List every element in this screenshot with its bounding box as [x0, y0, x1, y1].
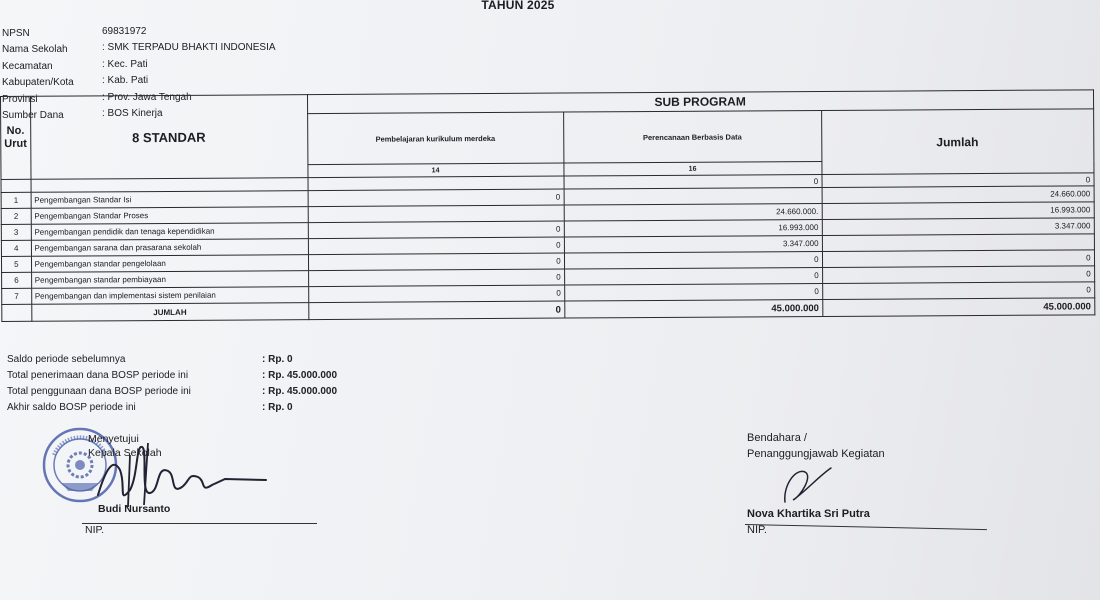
empty-cell — [1, 179, 31, 192]
treasurer-role: Penanggungjawab Kegiatan — [747, 448, 885, 460]
value-cell — [308, 205, 564, 223]
summary-value: : Rp. 0 — [262, 354, 293, 365]
value-cell: 0 — [564, 174, 822, 189]
info-label: NPSN — [2, 28, 30, 39]
value-cell: 0 — [564, 251, 822, 269]
info-label: Sumber Dana — [2, 109, 64, 121]
header-8-standar: 8 STANDAR — [30, 95, 308, 180]
budget-table-wrap — [0, 89, 1100, 346]
value-cell: 24.660.000. — [564, 203, 822, 221]
row-number: 4 — [1, 240, 31, 256]
signature-line — [745, 524, 987, 530]
value-cell: 0 — [564, 283, 822, 301]
header-sub-program: SUB PROGRAM — [307, 90, 1093, 114]
value-cell: 0 — [308, 269, 564, 287]
info-label: Provinsi — [2, 93, 38, 105]
summary-value: : Rp. 45.000.000 — [262, 370, 338, 381]
treasurer-name: Nova Khartika Sri Putra — [747, 508, 870, 520]
summary-label: Total penggunaan dana BOSP periode ini — [7, 386, 191, 397]
header-perencanaan: Perencanaan Berbasis Data — [563, 110, 821, 163]
document-title: TAHUN 2025 — [481, 0, 555, 12]
row-number: 2 — [1, 208, 31, 224]
summary-label: Saldo periode sebelumnya — [7, 354, 126, 365]
value-cell: 0 — [308, 285, 564, 303]
total-label: JUMLAH — [31, 303, 308, 322]
value-cell: 16.993.000 — [564, 219, 822, 237]
info-value: 69831972 — [102, 26, 147, 37]
info-label: Nama Sekolah — [2, 44, 68, 56]
row-standard: Pengembangan Standar Isi — [31, 191, 308, 209]
value-cell: 3.347.000 — [822, 218, 1094, 236]
value-cell: 0 — [822, 266, 1094, 284]
value-cell: 0 — [822, 250, 1094, 268]
info-value: : Kec. Pati — [102, 58, 148, 70]
value-cell: 16.993.000 — [822, 202, 1094, 220]
info-value: : SMK TERPADU BHAKTI INDONESIA — [102, 42, 276, 54]
signature-block-principal — [40, 425, 330, 545]
approval-label: Menyetujui — [88, 433, 139, 445]
total-value: 45.000.000 — [564, 299, 822, 318]
budget-table — [0, 89, 1095, 322]
summary-label: Akhir saldo BOSP periode ini — [7, 402, 136, 413]
treasurer-nip: NIP. — [747, 524, 767, 536]
row-number: 3 — [1, 224, 31, 240]
code-cell: 14 — [308, 163, 564, 178]
header-pembelajaran: Pembelajaran kurikulum merdeka — [307, 112, 563, 165]
header-no-urut: No. Urut — [1, 96, 31, 179]
value-cell: 3.347.000 — [564, 235, 822, 253]
row-number: 7 — [2, 288, 32, 304]
info-label: Kecamatan — [2, 60, 53, 72]
row-number: 5 — [1, 256, 31, 272]
principal-name: Budi Nursanto — [98, 503, 171, 515]
summary-label: Total penerimaan dana BOSP periode ini — [7, 370, 189, 381]
row-number: 6 — [2, 272, 32, 288]
treasurer-signature-icon — [775, 462, 845, 506]
value-cell: 0 — [308, 189, 564, 207]
info-value: : Prov. Jawa Tengah — [102, 91, 192, 103]
value-cell: 0 — [308, 237, 564, 255]
value-cell: 24.660.000 — [822, 186, 1094, 204]
row-standard: Pengembangan sarana dan prasarana sekolah — [31, 239, 308, 257]
principal-nip: NIP. — [85, 524, 105, 536]
summary-value: : Rp. 0 — [262, 402, 293, 413]
total-value: 0 — [308, 301, 564, 320]
total-value: 45.000.000 — [822, 298, 1094, 317]
value-cell: 0 — [308, 221, 564, 239]
value-cell: 0 — [564, 267, 822, 285]
empty-cell — [2, 304, 32, 321]
principal-title: Kepala Sekolah — [88, 447, 162, 459]
row-standard: Pengembangan standar pembiayaan — [31, 271, 308, 289]
value-cell: 0 — [822, 282, 1094, 300]
treasurer-title: Bendahara / — [747, 432, 807, 444]
value-cell: 0 — [308, 253, 564, 271]
info-value: : BOS Kinerja — [102, 107, 163, 119]
signature-line — [82, 523, 317, 524]
row-standard: Pengembangan pendidik dan tenaga kependidikan — [31, 223, 308, 241]
summary-value: : Rp. 45.000.000 — [262, 386, 338, 397]
code-cell: 16 — [564, 161, 822, 176]
row-standard: Pengembangan Standar Proses — [31, 207, 308, 225]
row-number: 1 — [1, 192, 31, 208]
value-cell — [564, 187, 822, 205]
header-jumlah: Jumlah — [821, 109, 1093, 175]
info-label: Kabupaten/Kota — [2, 77, 74, 89]
row-standard: Pengembangan standar pengelolaan — [31, 255, 308, 273]
value-cell: 0 — [822, 173, 1094, 188]
info-value: : Kab. Pati — [102, 75, 149, 87]
row-standard: Pengembangan dan implementasi sistem penilaian — [31, 287, 308, 305]
value-cell — [822, 234, 1094, 252]
signature-block-treasurer — [745, 428, 1005, 548]
